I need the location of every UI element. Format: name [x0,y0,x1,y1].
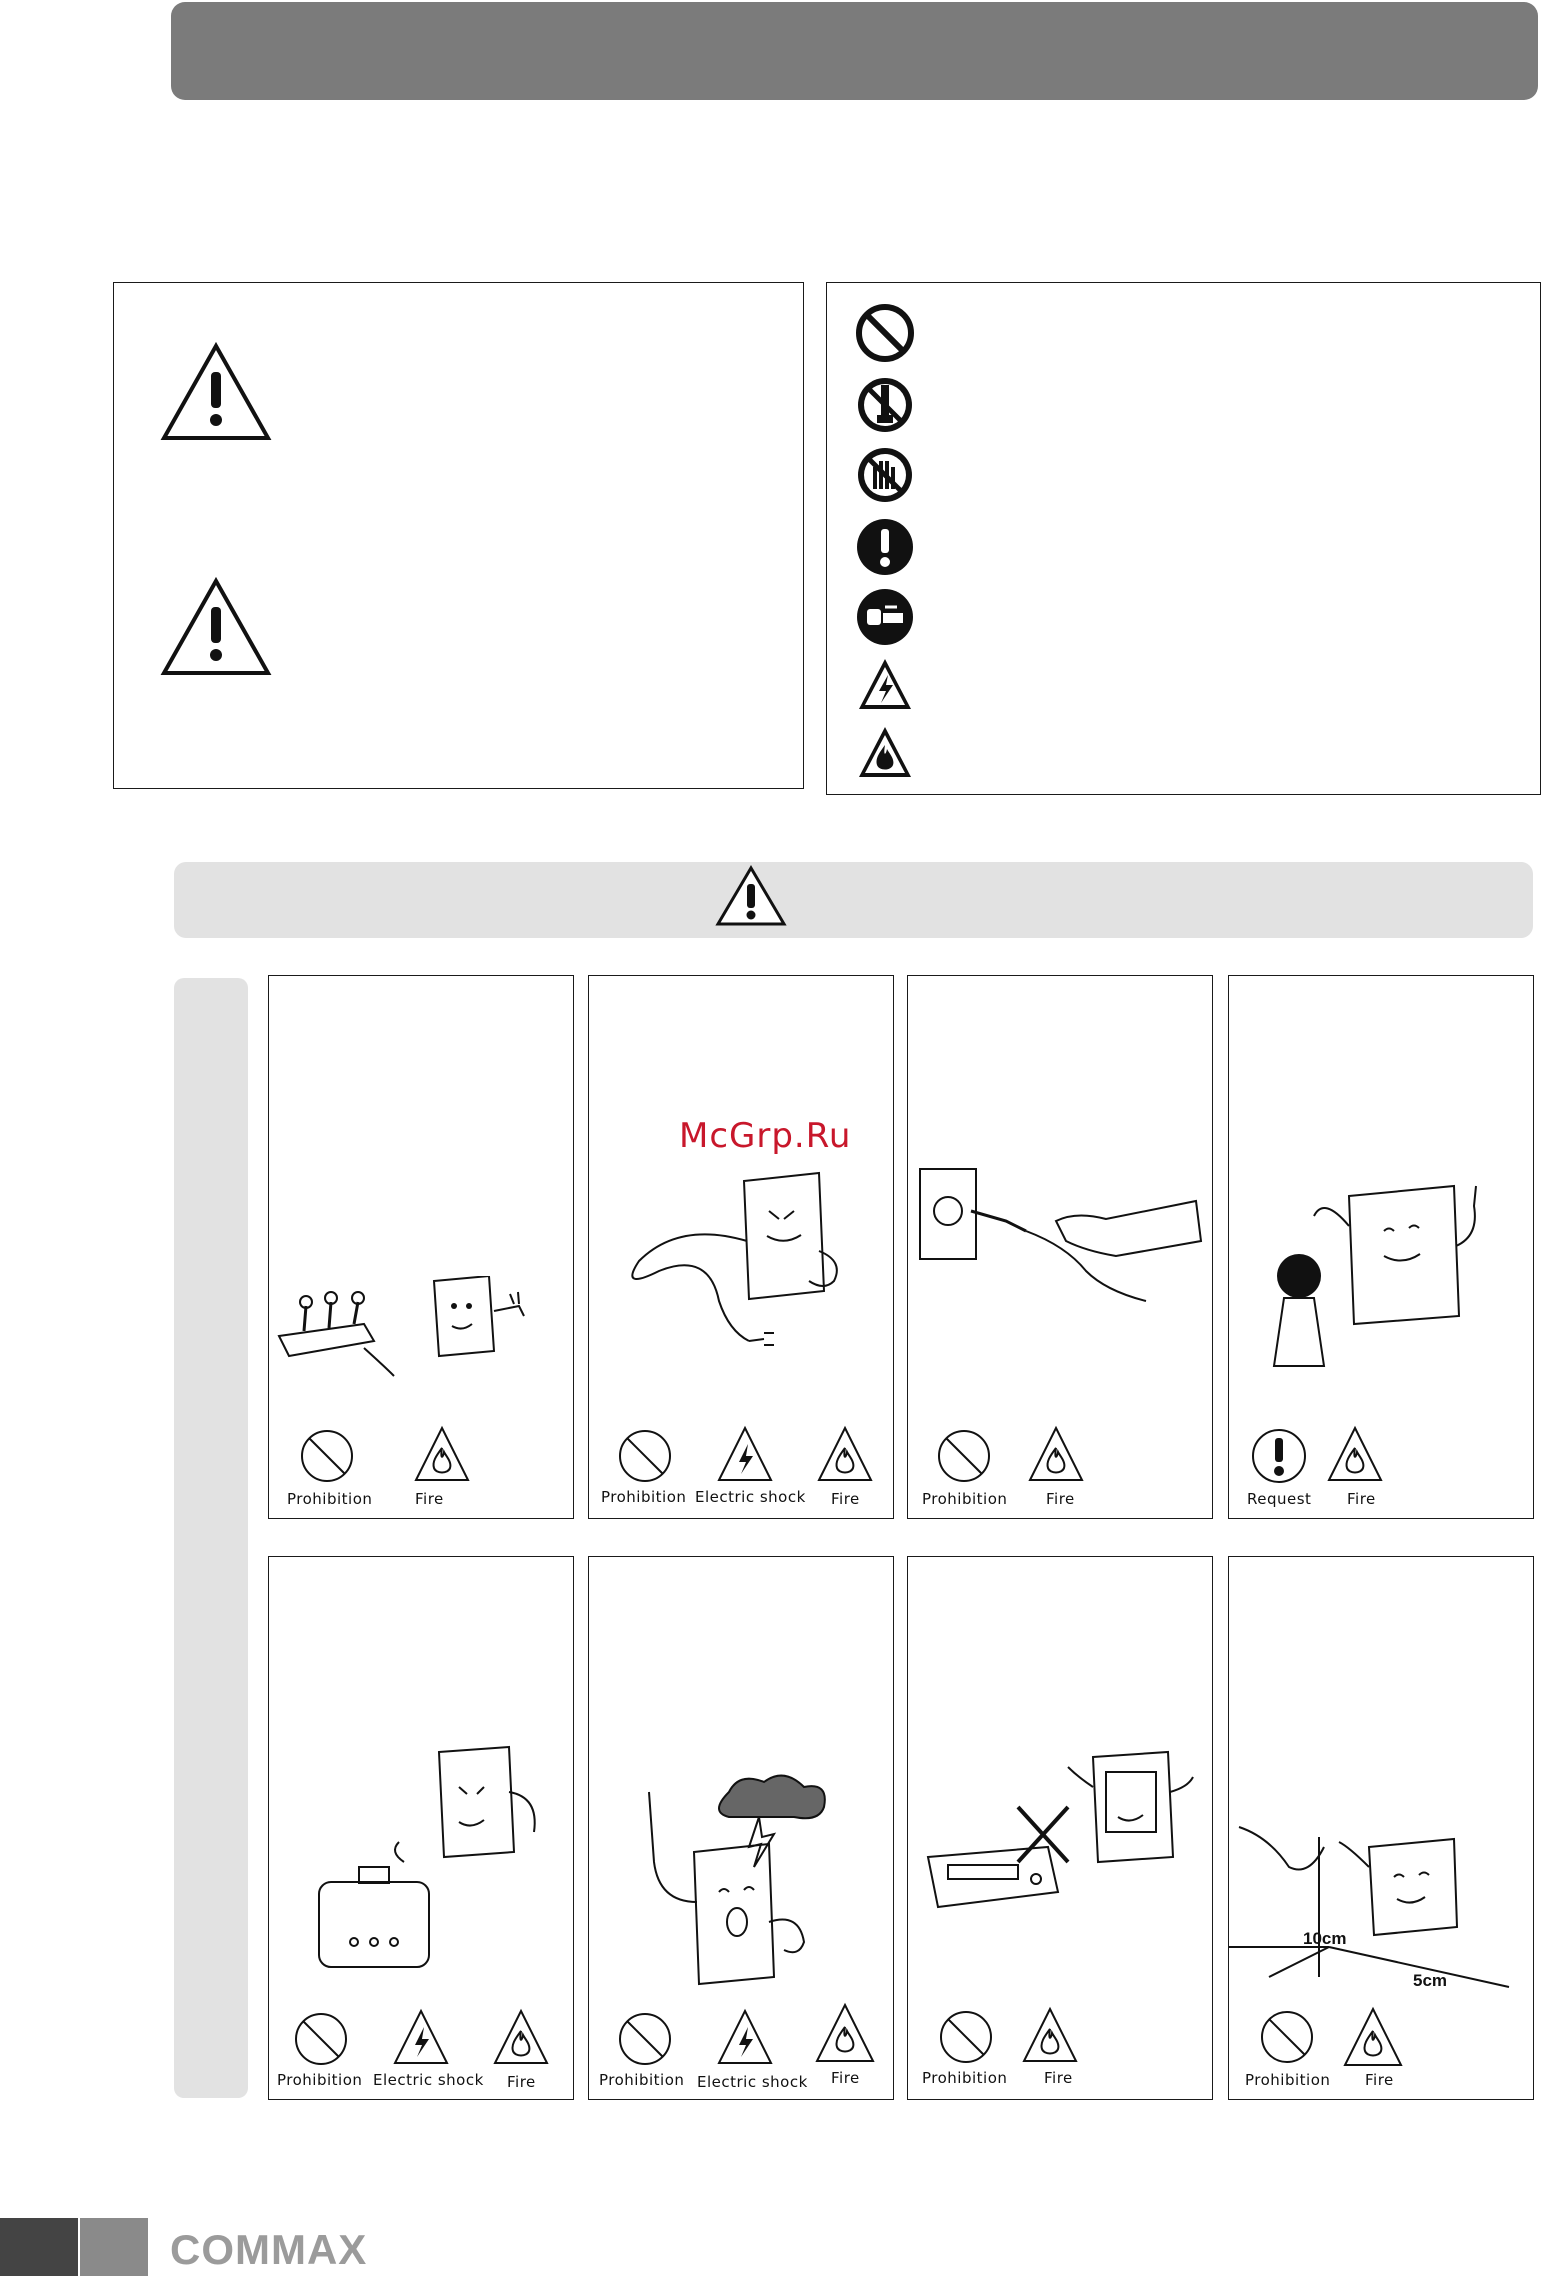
prohibition-icon [293,2011,349,2067]
fire-icon [1026,1424,1086,1484]
prohibition-label: Prohibition [922,2069,1008,2087]
warning-legend-box [113,282,804,789]
panel-overload-outlet [268,975,574,1519]
footer-block-dark [0,2218,78,2276]
prohibition-icon [617,2011,673,2067]
prohibition-icon [299,1428,355,1484]
prohibition-label: Prohibition [277,2071,363,2089]
panel-damaged-cord [588,975,894,1519]
prohibition-label: Prohibition [599,2071,685,2089]
prohibition-label: Prohibition [601,1488,687,1506]
watermark: McGrp.Ru [679,1116,852,1156]
electric-shock-icon [391,2007,451,2067]
prohibition-label: Prohibition [1245,2071,1331,2089]
warning-triangle-icon [714,862,788,928]
caution-triangle-icon [158,575,274,679]
panel-near-appliance [907,1556,1213,2100]
electric-shock-icon [715,1424,775,1484]
electric-shock-icon [855,655,915,713]
damaged-cord-illustration [619,1161,879,1361]
fire-icon [855,723,915,781]
fire-icon [1341,2005,1405,2069]
overloaded-power-strip-illustration [274,1276,570,1386]
dimension-5cm-label: 5cm [1413,1971,1448,1990]
fire-icon [815,1424,875,1484]
fire-label: Fire [1365,2071,1394,2089]
prohibition-icon [617,1428,673,1484]
prohibition-label: Prohibition [922,1490,1008,1508]
warning-section-bar [174,862,1533,938]
prohibition-label: Prohibition [287,1490,373,1508]
panel-humidifier [268,1556,574,2100]
no-touch-icon [855,445,915,505]
lightning-storm-illustration [619,1772,879,1992]
panel-clearance [1228,1556,1534,2100]
panel-lightning [588,1556,894,2100]
request-installation-illustration [1244,1166,1524,1426]
fire-icon [491,2007,551,2067]
prohibition-icon [1259,2009,1315,2065]
near-appliance-illustration [918,1747,1208,1937]
fire-icon [412,1424,472,1484]
fire-icon [1020,2005,1080,2065]
prohibition-icon [938,2009,994,2065]
fire-label: Fire [831,1490,860,1508]
mandatory-icon [855,517,915,577]
brand-logo [150,2218,390,2276]
fire-label: Fire [1046,1490,1075,1508]
no-disassembly-icon [855,375,915,435]
fire-label: Fire [507,2073,536,2091]
fire-icon [813,2001,877,2065]
fire-label: Fire [1044,2069,1073,2087]
footer-block-grey [80,2218,148,2276]
title-bar [171,2,1538,100]
panel-request-install [1228,975,1534,1519]
electric-shock-label: Electric shock [697,2073,808,2091]
request-icon [1249,1426,1309,1486]
clearance-distance-illustration [1229,1807,1529,1997]
dimension-10cm-label: 10cm [1303,1929,1347,1948]
prohibition-icon [936,1428,992,1484]
brand-name: COMMAX [170,2226,368,2273]
unplug-icon [855,587,915,647]
electric-shock-label: Electric shock [695,1488,806,1506]
panel-pull-plug [907,975,1213,1519]
request-label: Request [1247,1490,1312,1508]
warning-triangle-icon [158,340,274,444]
fire-label: Fire [415,1490,444,1508]
electric-shock-icon [715,2007,775,2067]
fire-label: Fire [1347,1490,1376,1508]
pulling-plug-illustration [916,1161,1212,1311]
section-side-strip [174,978,248,2098]
humidifier-illustration [309,1742,559,1972]
prohibition-icon [855,303,915,363]
symbol-legend-box [826,282,1541,795]
fire-label: Fire [831,2069,860,2087]
fire-icon [1325,1424,1385,1484]
electric-shock-label: Electric shock [373,2071,484,2089]
